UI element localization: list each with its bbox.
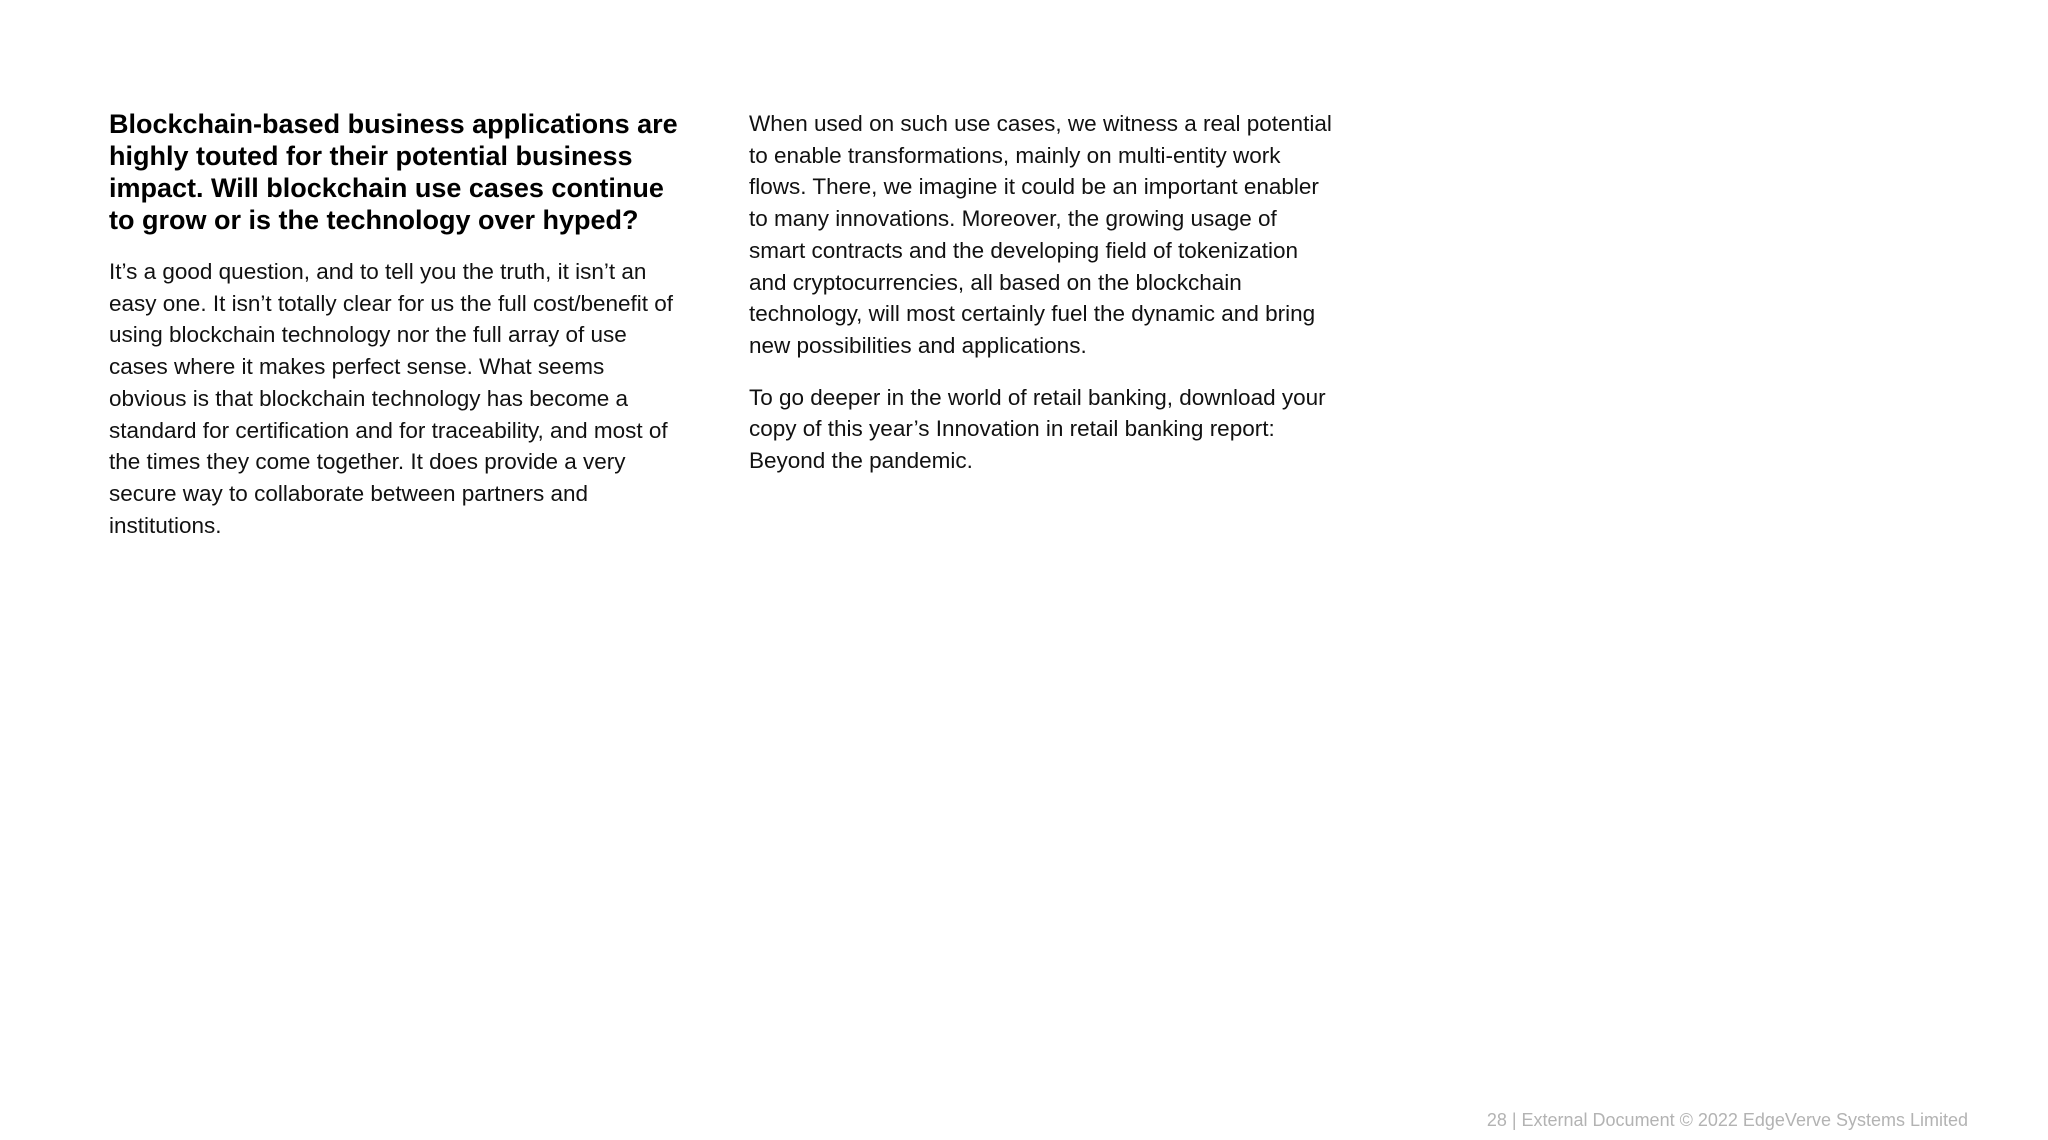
interview-question-heading: Blockchain-based business applications are highly touted for their potential business impact. Will blockchain use cases continue to grow or is the technology over hyped? — [109, 109, 678, 235]
page-footer: 28 | External Document © 2022 EdgeVerve Systems Limited — [1486, 1110, 1968, 1130]
answer-continued-paragraph: When used on such use cases, we witness a real potential to enable transformations, mainly on multi-entity work flows. There, we imagine it could be an important enabler to many innovations. Moreover, the growing usage of smart contracts and the developing field of tokenization and cryptocurrencies, all based on the blockchain technology, will most certainly fuel the dynamic and bring new possibilities and applications. — [749, 111, 1332, 358]
report-cta-paragraph: To go deeper in the world of retail banking, download your copy of this year’s Innovation in retail banking report: Beyond the pandemic. — [749, 384, 1326, 474]
right-column — [749, 108, 1339, 497]
left-column — [109, 108, 684, 561]
answer-paragraph: It’s a good question, and to tell you the truth, it isn’t an easy one. It isn’t totally clear for us the full cost/benefit of using blockchain technology nor the full array of use cases where it makes perfect sense. What seems obvious is that blockchain technology has become a standard for certification and for traceability, and most of the times they come together. It does provide a very secure way to collaborate between partners and institutions. — [109, 259, 674, 538]
